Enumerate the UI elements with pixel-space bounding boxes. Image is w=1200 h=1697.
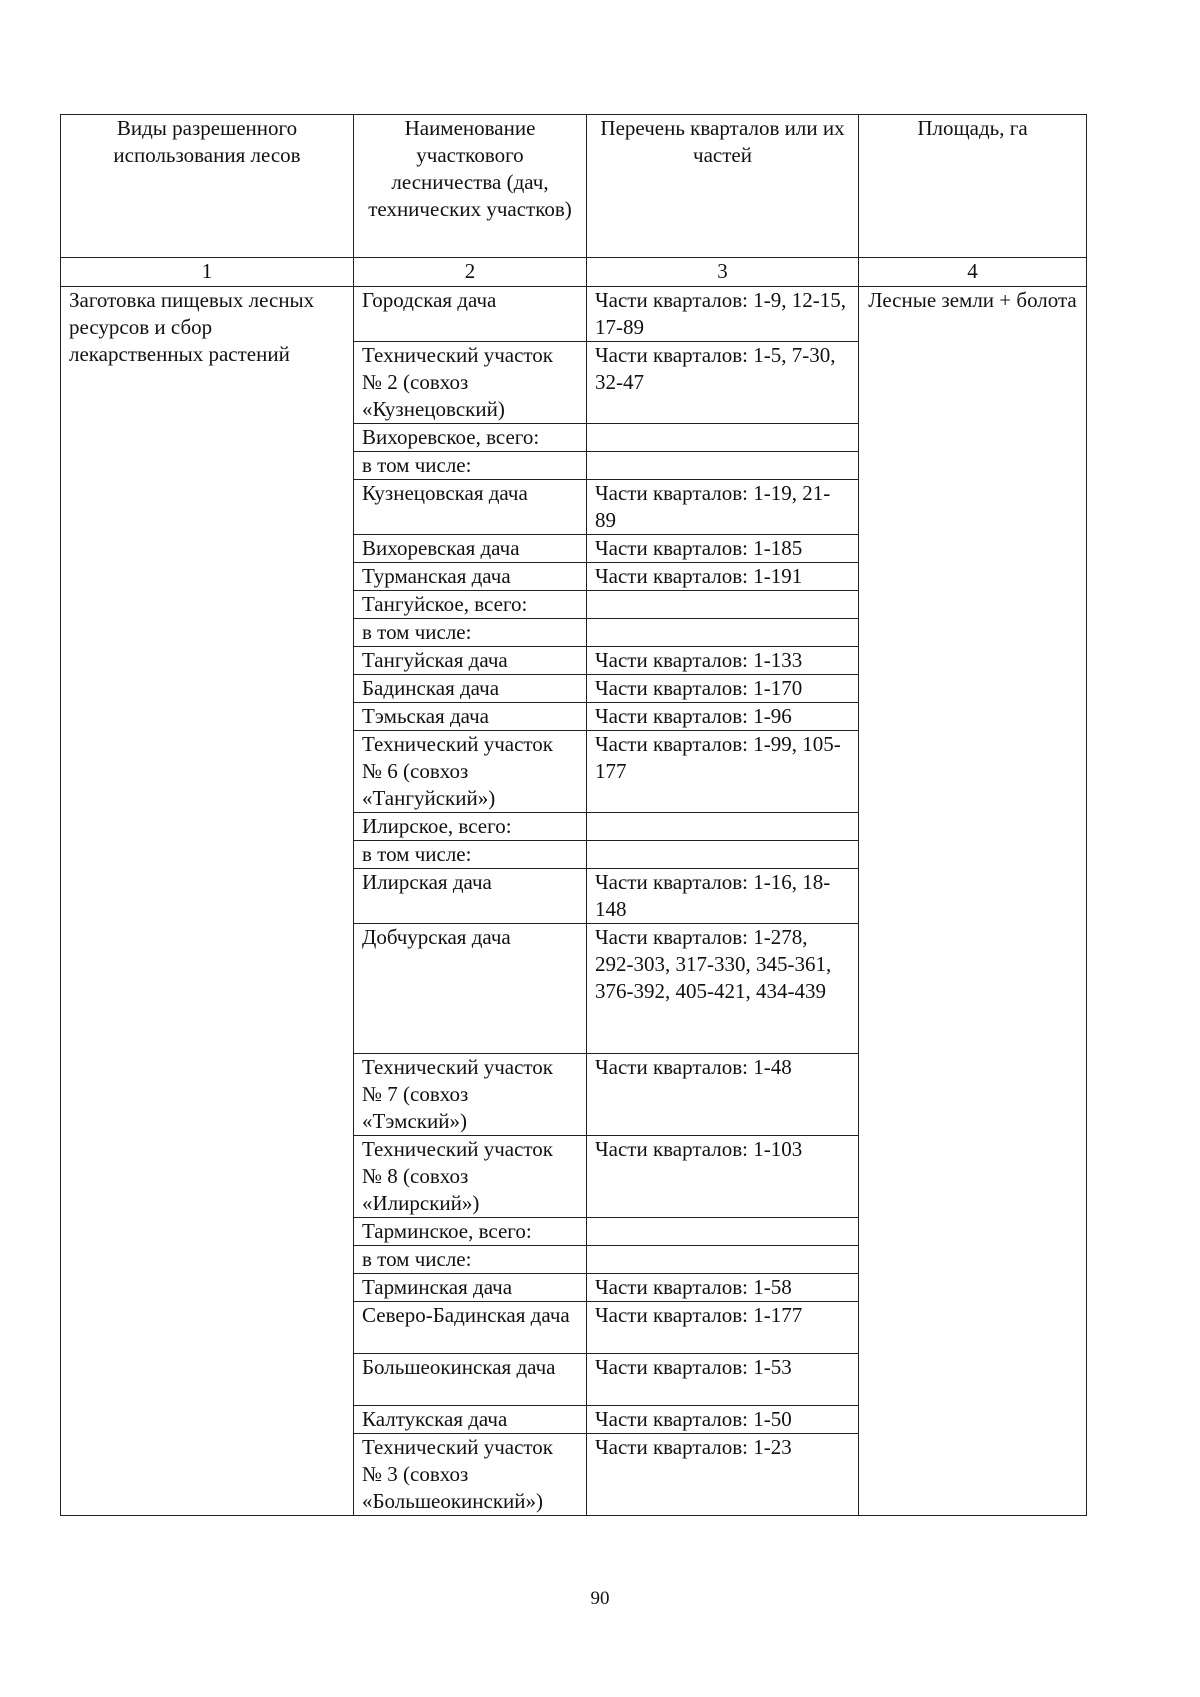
quarters-cell: Части кварталов: 1-191 bbox=[587, 563, 859, 591]
quarters-cell: Части кварталов: 1-50 bbox=[587, 1406, 859, 1434]
forestry-name-cell: Тангуйская дача bbox=[354, 647, 587, 675]
quarters-cell: Части кварталов: 1-177 bbox=[587, 1302, 859, 1354]
column-number: 3 bbox=[587, 258, 859, 287]
quarters-cell: Части кварталов: 1-58 bbox=[587, 1274, 859, 1302]
forestry-name-cell: в том числе: bbox=[354, 1246, 587, 1274]
forestry-name-cell: в том числе: bbox=[354, 619, 587, 647]
forestry-name-cell: Северо-Бадинская дача bbox=[354, 1302, 587, 1354]
quarters-cell: Части кварталов: 1-103 bbox=[587, 1136, 859, 1218]
forestry-name-cell: Илирская дача bbox=[354, 869, 587, 924]
forestry-name-cell: Технический участок № 6 (совхоз «Тангуйский») bbox=[354, 731, 587, 813]
quarters-cell: Части кварталов: 1-170 bbox=[587, 675, 859, 703]
forestry-name-cell: Технический участок № 8 (совхоз «Илирский») bbox=[354, 1136, 587, 1218]
forestry-name-cell: Тарминское, всего: bbox=[354, 1218, 587, 1246]
quarters-cell bbox=[587, 424, 859, 452]
quarters-cell bbox=[587, 813, 859, 841]
quarters-cell bbox=[587, 1218, 859, 1246]
quarters-cell: Части кварталов: 1-16, 18-148 bbox=[587, 869, 859, 924]
header-usage-type: Виды разрешенного использования лесов bbox=[61, 115, 354, 258]
forestry-name-cell: Технический участок № 3 (совхоз «Большеокинский») bbox=[354, 1434, 587, 1516]
forestry-name-cell: в том числе: bbox=[354, 452, 587, 480]
forestry-name-cell: Вихоревское, всего: bbox=[354, 424, 587, 452]
quarters-cell bbox=[587, 452, 859, 480]
quarters-cell: Части кварталов: 1-99, 105-177 bbox=[587, 731, 859, 813]
forestry-name-cell: Кузнецовская дача bbox=[354, 480, 587, 535]
forestry-name-cell: Тэмьская дача bbox=[354, 703, 587, 731]
quarters-cell: Части кварталов: 1-5, 7-30, 32-47 bbox=[587, 342, 859, 424]
forestry-name-cell: Турманская дача bbox=[354, 563, 587, 591]
quarters-cell bbox=[587, 841, 859, 869]
forestry-name-cell: Городская дача bbox=[354, 287, 587, 342]
usage-type-cell: Заготовка пищевых лесных ресурсов и сбор лекарственных растений bbox=[61, 287, 354, 1516]
quarters-cell: Части кварталов: 1-19, 21-89 bbox=[587, 480, 859, 535]
forestry-name-cell: Бадинская дача bbox=[354, 675, 587, 703]
forestry-name-cell: Добчурская дача bbox=[354, 924, 587, 1054]
quarters-cell bbox=[587, 591, 859, 619]
quarters-cell: Части кварталов: 1-23 bbox=[587, 1434, 859, 1516]
forestry-name-cell: Илирское, всего: bbox=[354, 813, 587, 841]
quarters-cell: Части кварталов: 1-96 bbox=[587, 703, 859, 731]
table-row bbox=[61, 287, 1087, 342]
column-number: 2 bbox=[354, 258, 587, 287]
table-header-row bbox=[61, 115, 1087, 258]
forestry-name-cell: Вихоревская дача bbox=[354, 535, 587, 563]
page-number: 90 bbox=[590, 1588, 610, 1609]
header-quarters-list: Перечень кварталов или их частей bbox=[587, 115, 859, 258]
quarters-cell: Части кварталов: 1-185 bbox=[587, 535, 859, 563]
forestry-name-cell: в том числе: bbox=[354, 841, 587, 869]
column-number: 1 bbox=[61, 258, 354, 287]
forestry-name-cell: Большеокинская дача bbox=[354, 1354, 587, 1406]
table-body bbox=[61, 287, 1087, 1516]
forestry-name-cell: Тангуйское, всего: bbox=[354, 591, 587, 619]
quarters-cell bbox=[587, 619, 859, 647]
forestry-name-cell: Тарминская дача bbox=[354, 1274, 587, 1302]
forestry-name-cell: Калтукская дача bbox=[354, 1406, 587, 1434]
column-number-row bbox=[61, 258, 1087, 287]
quarters-cell: Части кварталов: 1-48 bbox=[587, 1054, 859, 1136]
quarters-cell: Части кварталов: 1-53 bbox=[587, 1354, 859, 1406]
quarters-cell: Части кварталов: 1-133 bbox=[587, 647, 859, 675]
quarters-cell bbox=[587, 1246, 859, 1274]
column-number: 4 bbox=[859, 258, 1087, 287]
forestry-name-cell: Технический участок № 7 (совхоз «Тэмский») bbox=[354, 1054, 587, 1136]
area-cell: Лесные земли + болота bbox=[859, 287, 1087, 1516]
forest-use-table bbox=[60, 114, 1087, 1516]
header-area: Площадь, га bbox=[859, 115, 1087, 258]
header-forestry-name: Наименование участкового лесничества (дач, технических участков) bbox=[354, 115, 587, 258]
forestry-name-cell: Технический участок № 2 (совхоз «Кузнецовский) bbox=[354, 342, 587, 424]
quarters-cell: Части кварталов: 1-9, 12-15, 17-89 bbox=[587, 287, 859, 342]
quarters-cell: Части кварталов: 1-278, 292-303, 317-330, 345-361, 376-392, 405-421, 434-439 bbox=[587, 924, 859, 1054]
